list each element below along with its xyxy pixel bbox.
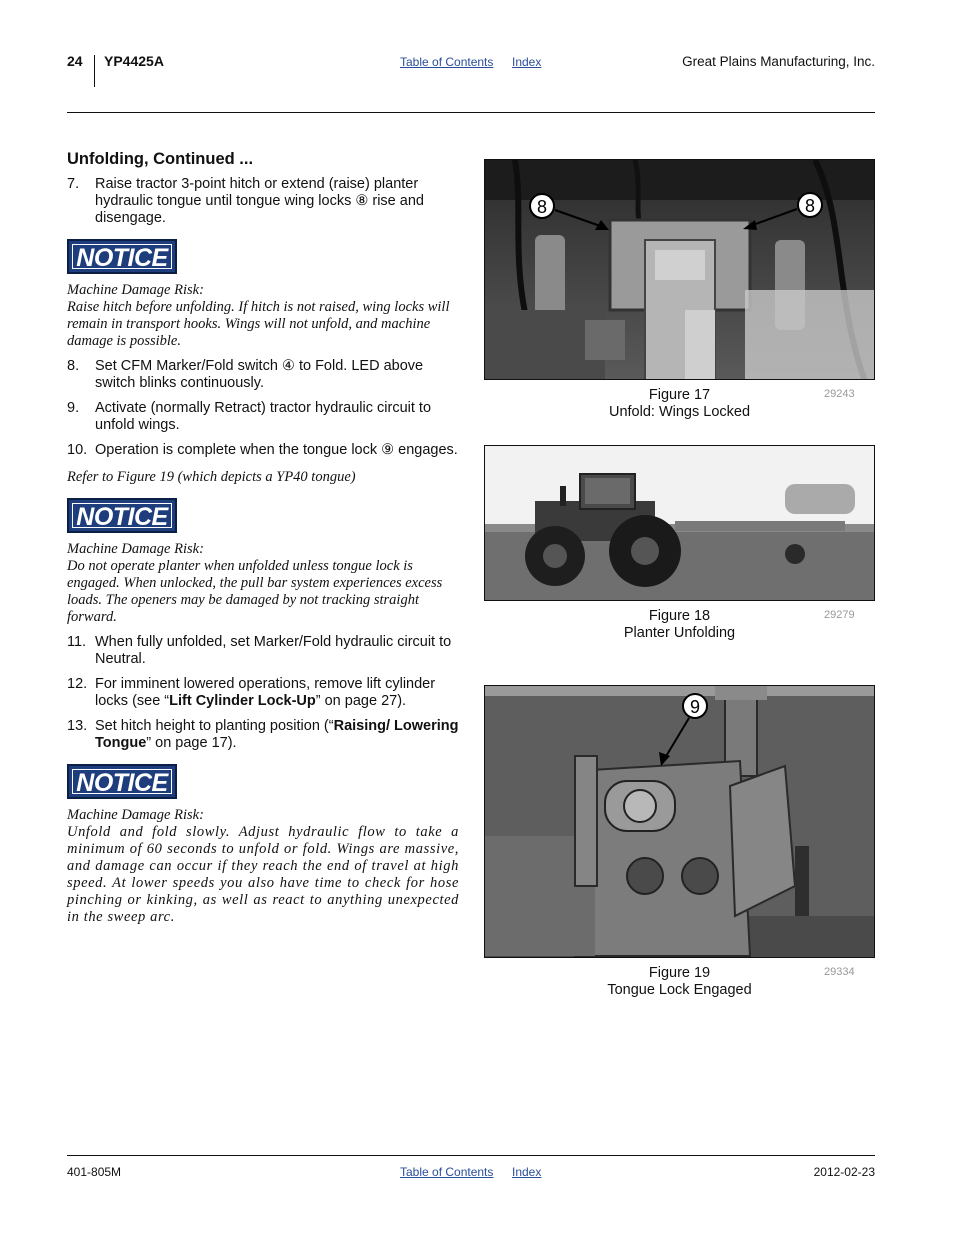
figure-17-photo — [484, 159, 875, 380]
footer-doc-number: 401-805M — [67, 1165, 122, 1179]
planter-unfolding-illustration — [485, 446, 875, 601]
cross-reference: Lift Cylinder Lock-Up — [169, 693, 316, 709]
company-name: Great Plains Manufacturing, Inc. — [682, 54, 875, 69]
cross-reference: Raising/ Lowering Tongue — [95, 718, 459, 751]
step-8: 8. Set CFM Marker/Fold switch ④ to Fold. LED above switch blinks continuously. — [67, 358, 424, 391]
header-divider — [94, 55, 95, 87]
header-toc-link[interactable]: Table of Contents — [400, 55, 494, 69]
notice-1-heading: Machine Damage Risk: — [67, 282, 204, 298]
step-13: 13. Set hitch height to planting position (“Raising/ Lowering Tongue” on page 17). — [67, 718, 459, 751]
figure-18-id: 29279 — [824, 609, 855, 621]
page-number: 24 — [67, 53, 83, 69]
figure-19-caption: Tongue Lock Engaged — [607, 982, 752, 998]
step-7: 7. Raise tractor 3-point hitch or extend (raise) planter hydraulic tongue until tongue wing locks ⑧ rise and disengage. — [67, 176, 424, 226]
footer-index-link[interactable]: Index — [512, 1165, 542, 1179]
doc-code: YP4425A — [104, 53, 164, 69]
notice-badge: NOTICE — [67, 498, 177, 533]
figure-17-label: Figure 17 — [648, 387, 711, 403]
footer-toc-link[interactable]: Table of Contents — [400, 1165, 494, 1179]
figure-18-caption: Planter Unfolding — [623, 625, 736, 641]
notice-3-body: Unfold and fold slowly. Adjust hydraulic flow to take a minimum of 60 seconds to unfold or fold. Wings are massive, and damage can occur if they reach the end of travel at high speed. At lower speeds you also have time to check for hose pinching or kinking, as well as react to anything unexpected in the sweep arc. — [67, 824, 459, 925]
notice-badge: NOTICE — [67, 764, 177, 799]
step-11: 11. When fully unfolded, set Marker/Fold hydraulic circuit to Neutral. — [67, 634, 452, 667]
figure-17-callout-left: 8 — [536, 197, 548, 217]
header-rule — [67, 112, 875, 113]
tongue-lock-illustration — [485, 686, 875, 958]
refer-note: Refer to Figure 19 (which depicts a YP40 tongue) — [67, 469, 356, 485]
step-9: 9. Activate (normally Retract) tractor hydraulic circuit to unfold wings. — [67, 400, 432, 433]
figure-19-callout: 9 — [689, 697, 701, 717]
left-column — [67, 148, 459, 934]
figure-19-label: Figure 19 — [648, 965, 711, 981]
wing-locks-illustration — [485, 160, 875, 380]
figure-19-photo — [484, 685, 875, 958]
notice-1-body: Raise hitch before unfolding. If hitch is not raised, wing locks will remain in transport hooks. Wings will not unfold, and machine damage is possible. — [67, 299, 450, 349]
figure-17-caption: Unfold: Wings Locked — [608, 404, 751, 420]
notice-3-heading: Machine Damage Risk: — [67, 807, 204, 823]
footer-date: 2012-02-23 — [813, 1165, 875, 1179]
notice-2-body: Do not operate planter when unfolded unless tongue lock is engaged. When unlocked, the pull bar system experiences excess loads. The openers may be damaged by not tracking straight forward. — [67, 558, 443, 625]
figure-17-callout-right: 8 — [804, 196, 816, 216]
figure-18-photo — [484, 445, 875, 601]
section-title: Unfolding, Continued ... — [67, 150, 254, 168]
figure-19-id: 29334 — [824, 966, 855, 978]
step-10: 10. Operation is complete when the tongue lock ⑨ engages. — [67, 442, 458, 458]
figure-18-label: Figure 18 — [648, 608, 711, 624]
step-12: 12. For imminent lowered operations, remove lift cylinder locks (see “Lift Cylinder Lock-Up” on page 27). — [67, 676, 436, 709]
notice-2-heading: Machine Damage Risk: — [67, 541, 204, 557]
header-index-link[interactable]: Index — [512, 55, 542, 69]
footer-rule — [67, 1155, 875, 1156]
figure-17-id: 29243 — [824, 388, 855, 400]
notice-badge: NOTICE — [67, 239, 177, 274]
